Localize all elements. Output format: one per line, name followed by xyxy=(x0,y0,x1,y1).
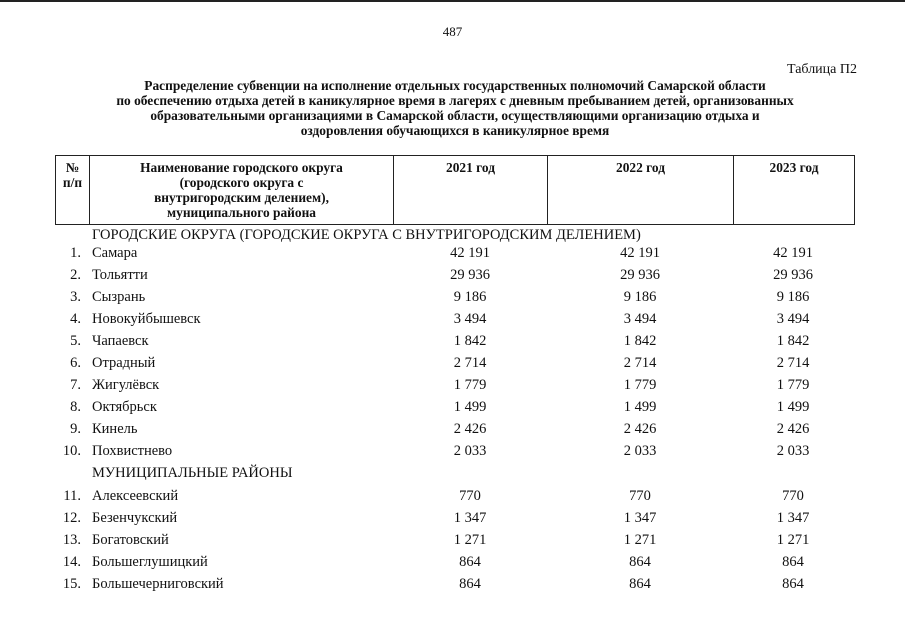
value-2023: 42 191 xyxy=(773,245,813,261)
value-2022: 864 xyxy=(629,576,651,592)
table-row xyxy=(55,264,855,286)
column-header-2023: 2023 год xyxy=(769,160,819,175)
table-row xyxy=(55,374,855,396)
row-name: Безенчукский xyxy=(92,510,178,526)
value-2023: 1 271 xyxy=(776,532,810,548)
header-line: п/п xyxy=(62,175,83,190)
value-2022: 1 347 xyxy=(623,510,657,526)
value-2021: 3 494 xyxy=(453,311,487,327)
value-2023: 864 xyxy=(782,554,804,570)
row-name: Октябрьск xyxy=(92,399,157,415)
row-name: Богатовский xyxy=(92,532,169,548)
header-line: внутригородским делением), xyxy=(154,190,329,205)
value-2022: 2 426 xyxy=(623,421,657,437)
value-2023: 2 714 xyxy=(776,355,810,371)
value-2022: 1 842 xyxy=(623,333,657,349)
section-title-municipal-districts: МУНИЦИПАЛЬНЫЕ РАЙОНЫ xyxy=(92,465,293,481)
table-row xyxy=(55,242,855,264)
table-row xyxy=(55,308,855,330)
table-row xyxy=(55,507,855,529)
value-2022: 1 271 xyxy=(623,532,657,548)
table-row xyxy=(55,418,855,440)
value-2021: 1 499 xyxy=(453,399,487,415)
header-line: муниципального района xyxy=(167,205,316,220)
row-name: Новокуйбышевск xyxy=(92,311,201,327)
value-2023: 770 xyxy=(782,488,804,504)
value-2023: 1 347 xyxy=(776,510,810,526)
value-2021: 2 714 xyxy=(453,355,487,371)
value-2023: 2 426 xyxy=(776,421,810,437)
row-name: Чапаевск xyxy=(92,333,149,349)
value-2021: 1 347 xyxy=(453,510,487,526)
row-name: Похвистнево xyxy=(92,443,173,459)
heading-line: Распределение субвенции на исполнение отдельных государственных полномочий Самарской области xyxy=(144,78,766,93)
table-row xyxy=(55,529,855,551)
value-2022: 2 033 xyxy=(623,443,657,459)
row-number: 15. xyxy=(62,576,81,592)
row-number: 12. xyxy=(62,510,81,526)
table-label: Таблица П2 xyxy=(787,62,857,77)
value-2021: 1 271 xyxy=(453,532,487,548)
value-2023: 3 494 xyxy=(776,311,810,327)
row-name: Кинель xyxy=(92,421,138,437)
row-name: Большеглушицкий xyxy=(92,554,208,570)
value-2022: 29 936 xyxy=(620,267,660,283)
value-2021: 29 936 xyxy=(450,267,490,283)
value-2023: 29 936 xyxy=(773,267,813,283)
row-number: 3. xyxy=(70,289,81,305)
value-2023: 1 499 xyxy=(776,399,810,415)
table-row xyxy=(55,551,855,573)
header-line: № xyxy=(65,160,80,175)
column-header-2022: 2022 год xyxy=(548,156,734,224)
column-header-2021: 2021 год xyxy=(394,156,548,224)
value-2022: 1 779 xyxy=(623,377,657,393)
row-number: 5. xyxy=(70,333,81,349)
value-2022: 2 714 xyxy=(623,355,657,371)
heading-line: оздоровления обучающихся в каникулярное время xyxy=(300,123,610,138)
value-2021: 1 779 xyxy=(453,377,487,393)
value-2023: 2 033 xyxy=(776,443,810,459)
table-header xyxy=(55,155,855,225)
page-number: 487 xyxy=(442,24,463,39)
table-row xyxy=(55,396,855,418)
row-number: 1. xyxy=(70,245,81,261)
column-header-name xyxy=(90,156,394,224)
table-heading xyxy=(60,78,850,138)
column-header-number xyxy=(56,156,90,224)
value-2021: 9 186 xyxy=(453,289,487,305)
heading-line: образовательными организациями в Самарской области, осуществляющими организацию отдыха и xyxy=(150,108,760,123)
table-row xyxy=(55,440,855,462)
row-name: Самара xyxy=(92,245,138,261)
row-number: 9. xyxy=(70,421,81,437)
value-2023: 1 842 xyxy=(776,333,810,349)
value-2021: 42 191 xyxy=(450,245,490,261)
table-row xyxy=(55,286,855,308)
value-2022: 1 499 xyxy=(623,399,657,415)
value-2021: 2 033 xyxy=(453,443,487,459)
row-number: 14. xyxy=(62,554,81,570)
row-number: 13. xyxy=(62,532,81,548)
row-number: 8. xyxy=(70,399,81,415)
value-2023: 1 779 xyxy=(776,377,810,393)
row-name: Большечерниговский xyxy=(92,576,224,592)
header-line: (городского округа с xyxy=(179,175,304,190)
value-2022: 3 494 xyxy=(623,311,657,327)
table-row xyxy=(55,485,855,507)
value-2021: 2 426 xyxy=(453,421,487,437)
row-name: Жигулёвск xyxy=(92,377,160,393)
value-2022: 9 186 xyxy=(623,289,657,305)
row-number: 7. xyxy=(70,377,81,393)
value-2021: 864 xyxy=(459,554,481,570)
top-border-line xyxy=(0,0,905,2)
row-number: 10. xyxy=(62,443,81,459)
value-2022: 770 xyxy=(629,488,651,504)
row-number: 2. xyxy=(70,267,81,283)
table-row xyxy=(55,573,855,595)
table-row xyxy=(55,330,855,352)
value-2021: 864 xyxy=(459,576,481,592)
value-2023: 864 xyxy=(782,576,804,592)
row-number: 11. xyxy=(63,488,81,504)
value-2021: 770 xyxy=(459,488,481,504)
value-2022: 42 191 xyxy=(620,245,660,261)
row-number: 4. xyxy=(70,311,81,327)
section-title-city-districts: ГОРОДСКИЕ ОКРУГА (ГОРОДСКИЕ ОКРУГА С ВНУТРИГОРОДСКИМ ДЕЛЕНИЕМ) xyxy=(92,227,641,243)
value-2023: 9 186 xyxy=(776,289,810,305)
value-2022: 864 xyxy=(629,554,651,570)
value-2021: 1 842 xyxy=(453,333,487,349)
row-number: 6. xyxy=(70,355,81,371)
row-name: Алексеевский xyxy=(92,488,179,504)
row-name: Отрадный xyxy=(92,355,156,371)
row-name: Сызрань xyxy=(92,289,146,305)
row-name: Тольятти xyxy=(92,267,148,283)
heading-line: по обеспечению отдыха детей в каникулярное время в лагерях с дневным пребыванием детей, организованных xyxy=(116,93,794,108)
header-line: Наименование городского округа xyxy=(140,160,343,175)
table-row xyxy=(55,352,855,374)
